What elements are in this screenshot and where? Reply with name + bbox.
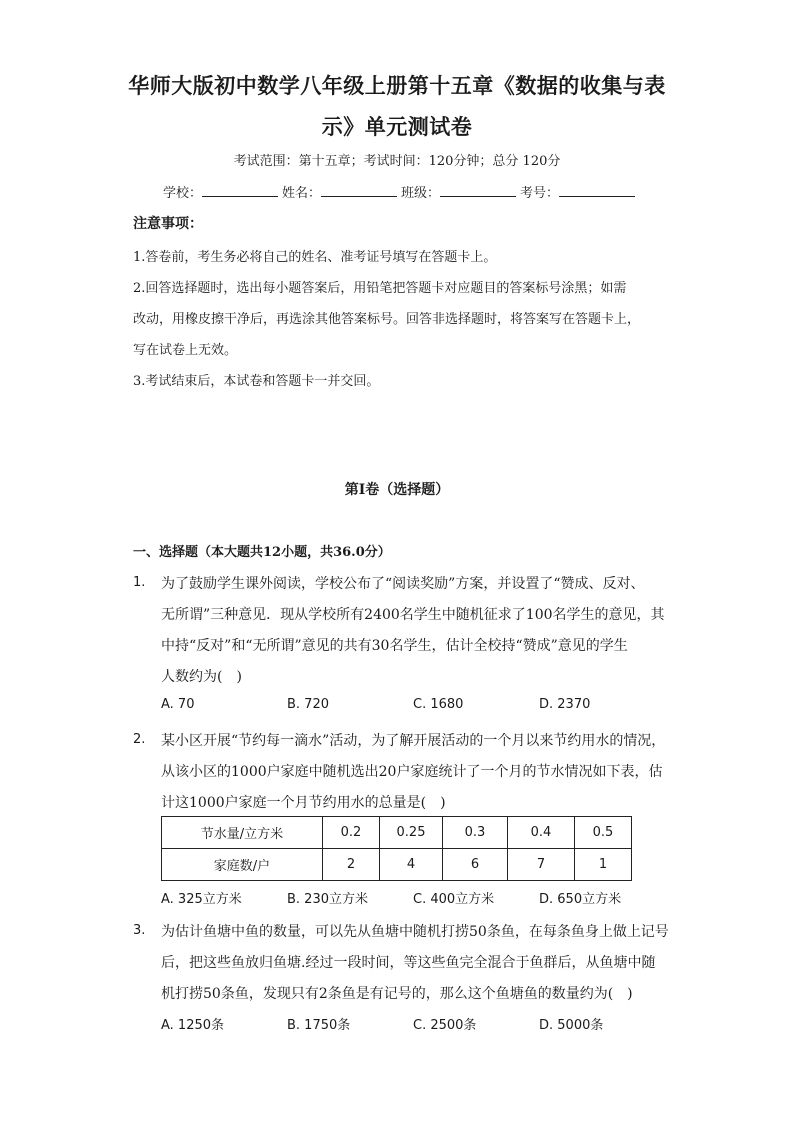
name-label: 姓名： [282, 186, 322, 201]
question-text-line: 为估计鱼塘中鱼的数量，可以先从鱼塘中随机打捞50条鱼，在每条鱼身上做上记号 [161, 924, 669, 940]
table-cell: 4 [380, 849, 443, 881]
question-text-line: 为了鼓励学生课外阅读，学校公布了“阅读奖励”方案，并设置了“赞成、反对、 [161, 576, 645, 592]
option-b[interactable]: B. 1750条 [287, 1018, 351, 1033]
question-number: 2. [133, 732, 146, 747]
water-saving-table [161, 816, 632, 881]
table-cell: 7 [508, 849, 575, 881]
table-row [162, 849, 632, 881]
question-text-line: 后，把这些鱼放归鱼塘.经过一段时间，等这些鱼完全混合于鱼群后，从鱼塘中随 [161, 955, 656, 971]
class-blank[interactable] [440, 184, 516, 197]
student-info-fields [163, 182, 639, 201]
question-text-line: 从该小区的1000户家庭中随机选出20户家庭统计了一个月的节水情况如下表，估 [161, 764, 663, 780]
class-label: 班级： [401, 186, 441, 201]
table-cell: 2 [323, 849, 380, 881]
note-item: 改动，用橡皮擦干净后，再选涂其他答案标号。回答非选择题时，将答案写在答题卡上， [133, 312, 641, 327]
question-text-line: 中持“反对”和“无所谓”意见的共有30名学生，估计全校持“赞成”意见的学生 [161, 638, 628, 654]
table-cell: 6 [443, 849, 508, 881]
option-c[interactable]: C. 2500条 [413, 1018, 477, 1033]
part-heading: 一、选择题（本大题共12小题，共36.0分） [133, 545, 391, 560]
note-item: 1.答卷前，考生务必将自己的姓名、准考证号填写在答题卡上。 [133, 250, 497, 265]
table-cell: 0.4 [508, 817, 575, 849]
table-cell: 家庭数/户 [162, 849, 323, 881]
option-b[interactable]: B. 720 [287, 697, 329, 712]
option-d[interactable]: D. 2370 [539, 697, 591, 712]
table-cell: 0.5 [575, 817, 632, 849]
option-c[interactable]: C. 400立方米 [413, 892, 495, 907]
option-b[interactable]: B. 230立方米 [287, 892, 368, 907]
note-item: 3.考试结束后，本试卷和答题卡一并交回。 [133, 374, 380, 389]
question-text-line: 机打捞50条鱼，发现只有2条鱼是有记号的，那么这个鱼塘鱼的数量约为( ) [161, 986, 633, 1002]
table-row [162, 817, 632, 849]
exam-number-blank[interactable] [559, 184, 635, 197]
table-cell: 节水量/立方米 [162, 817, 323, 849]
notes-title: 注意事项： [133, 216, 203, 232]
table-cell: 1 [575, 849, 632, 881]
exam-title-line2: 示》单元测试卷 [321, 115, 473, 139]
name-blank[interactable] [321, 184, 397, 197]
table-cell: 0.3 [443, 817, 508, 849]
note-item: 2.回答选择题时，选出每小题答案后，用铅笔把答题卡对应题目的答案标号涂黑；如需 [133, 281, 627, 296]
section-title: 第I卷（选择题） [344, 482, 450, 498]
option-c[interactable]: C. 1680 [413, 697, 464, 712]
option-a[interactable]: A. 70 [161, 697, 195, 712]
question-number: 1. [133, 575, 146, 590]
exam-info: 考试范围：第十五章；考试时间：120分钟；总分 120分 [233, 154, 561, 169]
exam-title-line1: 华师大版初中数学八年级上册第十五章《数据的收集与表 [128, 74, 666, 98]
school-blank[interactable] [202, 184, 278, 197]
question-text-line: 某小区开展“节约每一滴水”活动，为了解开展活动的一个月以来节约用水的情况， [161, 733, 666, 749]
option-d[interactable]: D. 5000条 [539, 1018, 604, 1033]
question-text-line: 计这1000户家庭一个月节约用水的总量是( ) [161, 795, 446, 811]
question-text-line: 无所谓”三种意见．现从学校所有2400名学生中随机征求了100名学生的意见，其 [161, 607, 665, 623]
exam-number-label: 考号： [520, 186, 560, 201]
option-a[interactable]: A. 1250条 [161, 1018, 225, 1033]
question-number: 3. [133, 923, 146, 938]
school-label: 学校： [163, 186, 203, 201]
question-text-line: 人数约为( ) [161, 669, 242, 685]
option-a[interactable]: A. 325立方米 [161, 892, 242, 907]
table-cell: 0.2 [323, 817, 380, 849]
option-d[interactable]: D. 650立方米 [539, 892, 622, 907]
note-item: 写在试卷上无效。 [133, 343, 238, 358]
table-cell: 0.25 [380, 817, 443, 849]
